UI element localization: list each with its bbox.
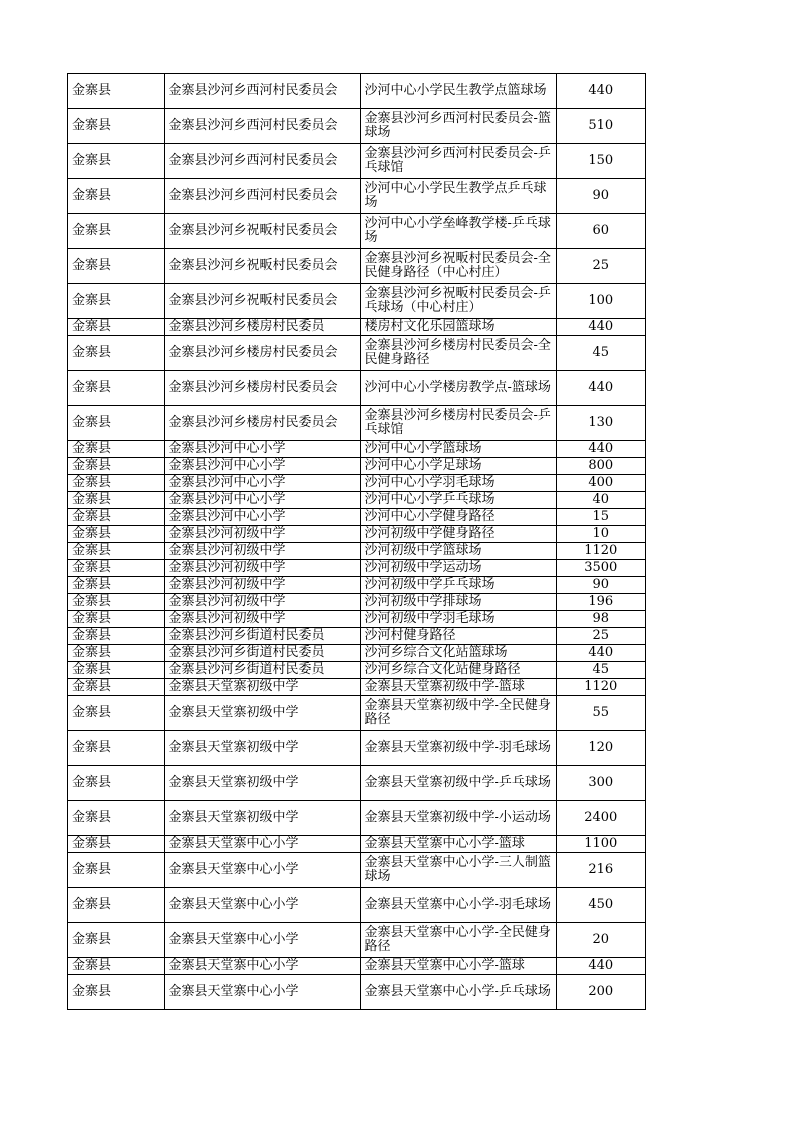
- table-row: [68, 766, 646, 801]
- area-cell: 15: [556, 509, 645, 526]
- organization-cell: 金寨县沙河初级中学: [164, 543, 360, 560]
- area-cell: 98: [556, 611, 645, 628]
- table-row: [68, 645, 646, 662]
- facility-name-cell: 沙河初级中学篮球场: [360, 543, 556, 560]
- table-row: [68, 441, 646, 458]
- area-cell: 55: [556, 696, 645, 731]
- facility-name-cell: 金寨县天堂寨中心小学-三人制篮球场: [360, 853, 556, 888]
- facility-name-cell: 金寨县天堂寨中心小学-篮球: [360, 836, 556, 853]
- facility-table: [67, 73, 646, 1010]
- table-row: [68, 696, 646, 731]
- organization-cell: 金寨县沙河乡西河村民委员会: [164, 144, 360, 179]
- table-row: [68, 284, 646, 319]
- area-cell: 440: [556, 645, 645, 662]
- area-cell: 200: [556, 975, 645, 1010]
- organization-cell: 金寨县天堂寨中心小学: [164, 853, 360, 888]
- table-row: [68, 577, 646, 594]
- facility-table-body: [68, 74, 646, 1010]
- table-row: [68, 109, 646, 144]
- table-row: [68, 560, 646, 577]
- county-cell: 金寨县: [68, 662, 165, 679]
- organization-cell: 金寨县沙河乡祝畈村民委员会: [164, 214, 360, 249]
- county-cell: 金寨县: [68, 801, 165, 836]
- county-cell: 金寨县: [68, 560, 165, 577]
- table-row: [68, 958, 646, 975]
- area-cell: 25: [556, 249, 645, 284]
- facility-name-cell: 沙河中心小学篮球场: [360, 441, 556, 458]
- county-cell: 金寨县: [68, 543, 165, 560]
- area-cell: 150: [556, 144, 645, 179]
- county-cell: 金寨县: [68, 509, 165, 526]
- facility-name-cell: 金寨县天堂寨中心小学-全民健身路径: [360, 923, 556, 958]
- organization-cell: 金寨县沙河初级中学: [164, 577, 360, 594]
- county-cell: 金寨县: [68, 492, 165, 509]
- facility-name-cell: 沙河乡综合文化站健身路径: [360, 662, 556, 679]
- area-cell: 440: [556, 441, 645, 458]
- organization-cell: 金寨县沙河乡西河村民委员会: [164, 74, 360, 109]
- area-cell: 45: [556, 336, 645, 371]
- county-cell: 金寨县: [68, 975, 165, 1010]
- facility-name-cell: 楼房村文化乐园篮球场: [360, 319, 556, 336]
- organization-cell: 金寨县天堂寨中心小学: [164, 923, 360, 958]
- table-row: [68, 801, 646, 836]
- table-row: [68, 406, 646, 441]
- facility-name-cell: 金寨县沙河乡祝畈村民委员会-乒乓球场（中心村庄）: [360, 284, 556, 319]
- area-cell: 440: [556, 958, 645, 975]
- table-row: [68, 336, 646, 371]
- table-row: [68, 853, 646, 888]
- area-cell: 1100: [556, 836, 645, 853]
- organization-cell: 金寨县沙河中心小学: [164, 509, 360, 526]
- organization-cell: 金寨县沙河乡西河村民委员会: [164, 179, 360, 214]
- area-cell: 440: [556, 74, 645, 109]
- area-cell: 1120: [556, 679, 645, 696]
- county-cell: 金寨县: [68, 284, 165, 319]
- county-cell: 金寨县: [68, 249, 165, 284]
- area-cell: 3500: [556, 560, 645, 577]
- organization-cell: 金寨县沙河乡街道村民委员: [164, 628, 360, 645]
- organization-cell: 金寨县天堂寨初级中学: [164, 766, 360, 801]
- organization-cell: 金寨县天堂寨中心小学: [164, 975, 360, 1010]
- organization-cell: 金寨县沙河初级中学: [164, 611, 360, 628]
- organization-cell: 金寨县沙河乡楼房村民委员会: [164, 336, 360, 371]
- table-row: [68, 179, 646, 214]
- table-row: [68, 509, 646, 526]
- facility-name-cell: 沙河乡综合文化站篮球场: [360, 645, 556, 662]
- area-cell: 196: [556, 594, 645, 611]
- facility-name-cell: 沙河中心小学垒峰教学楼-乒乓球场: [360, 214, 556, 249]
- table-row: [68, 458, 646, 475]
- area-cell: 90: [556, 179, 645, 214]
- organization-cell: 金寨县沙河初级中学: [164, 594, 360, 611]
- area-cell: 120: [556, 731, 645, 766]
- organization-cell: 金寨县沙河乡楼房村民委员会: [164, 406, 360, 441]
- county-cell: 金寨县: [68, 853, 165, 888]
- facility-name-cell: 金寨县沙河乡西河村民委员会-乒乓球馆: [360, 144, 556, 179]
- organization-cell: 金寨县沙河乡街道村民委员: [164, 645, 360, 662]
- facility-name-cell: 金寨县沙河乡楼房村民委员会-乒乓球馆: [360, 406, 556, 441]
- organization-cell: 金寨县沙河中心小学: [164, 458, 360, 475]
- table-row: [68, 492, 646, 509]
- area-cell: 440: [556, 319, 645, 336]
- facility-name-cell: 金寨县天堂寨中心小学-羽毛球场: [360, 888, 556, 923]
- facility-name-cell: 沙河中心小学羽毛球场: [360, 475, 556, 492]
- organization-cell: 金寨县天堂寨中心小学: [164, 958, 360, 975]
- area-cell: 130: [556, 406, 645, 441]
- facility-name-cell: 金寨县天堂寨初级中学-乒乓球场: [360, 766, 556, 801]
- county-cell: 金寨县: [68, 628, 165, 645]
- area-cell: 440: [556, 371, 645, 406]
- county-cell: 金寨县: [68, 371, 165, 406]
- facility-name-cell: 金寨县天堂寨初级中学-小运动场: [360, 801, 556, 836]
- facility-name-cell: 金寨县天堂寨中心小学-篮球: [360, 958, 556, 975]
- facility-name-cell: 沙河初级中学运动场: [360, 560, 556, 577]
- area-cell: 10: [556, 526, 645, 543]
- county-cell: 金寨县: [68, 731, 165, 766]
- county-cell: 金寨县: [68, 475, 165, 492]
- county-cell: 金寨县: [68, 336, 165, 371]
- facility-name-cell: 金寨县沙河乡楼房村民委员会-全民健身路径: [360, 336, 556, 371]
- organization-cell: 金寨县沙河初级中学: [164, 526, 360, 543]
- county-cell: 金寨县: [68, 696, 165, 731]
- county-cell: 金寨县: [68, 458, 165, 475]
- area-cell: 45: [556, 662, 645, 679]
- facility-name-cell: 沙河初级中学羽毛球场: [360, 611, 556, 628]
- county-cell: 金寨县: [68, 611, 165, 628]
- county-cell: 金寨县: [68, 179, 165, 214]
- table-row: [68, 214, 646, 249]
- organization-cell: 金寨县沙河初级中学: [164, 560, 360, 577]
- county-cell: 金寨县: [68, 109, 165, 144]
- organization-cell: 金寨县沙河乡祝畈村民委员会: [164, 284, 360, 319]
- county-cell: 金寨县: [68, 679, 165, 696]
- area-cell: 2400: [556, 801, 645, 836]
- table-row: [68, 74, 646, 109]
- county-cell: 金寨县: [68, 74, 165, 109]
- area-cell: 40: [556, 492, 645, 509]
- table-row: [68, 543, 646, 560]
- table-row: [68, 371, 646, 406]
- area-cell: 90: [556, 577, 645, 594]
- county-cell: 金寨县: [68, 958, 165, 975]
- area-cell: 1120: [556, 543, 645, 560]
- county-cell: 金寨县: [68, 406, 165, 441]
- table-row: [68, 526, 646, 543]
- table-row: [68, 249, 646, 284]
- county-cell: 金寨县: [68, 766, 165, 801]
- organization-cell: 金寨县沙河乡西河村民委员会: [164, 109, 360, 144]
- county-cell: 金寨县: [68, 888, 165, 923]
- area-cell: 300: [556, 766, 645, 801]
- organization-cell: 金寨县天堂寨初级中学: [164, 679, 360, 696]
- table-row: [68, 628, 646, 645]
- county-cell: 金寨县: [68, 645, 165, 662]
- organization-cell: 金寨县天堂寨初级中学: [164, 696, 360, 731]
- county-cell: 金寨县: [68, 594, 165, 611]
- table-row: [68, 836, 646, 853]
- facility-name-cell: 沙河初级中学乒乓球场: [360, 577, 556, 594]
- county-cell: 金寨县: [68, 923, 165, 958]
- facility-name-cell: 金寨县天堂寨中心小学-乒乓球场: [360, 975, 556, 1010]
- area-cell: 25: [556, 628, 645, 645]
- organization-cell: 金寨县天堂寨初级中学: [164, 801, 360, 836]
- area-cell: 100: [556, 284, 645, 319]
- organization-cell: 金寨县天堂寨中心小学: [164, 836, 360, 853]
- facility-name-cell: 沙河中心小学健身路径: [360, 509, 556, 526]
- facility-name-cell: 金寨县天堂寨初级中学-篮球: [360, 679, 556, 696]
- area-cell: 450: [556, 888, 645, 923]
- organization-cell: 金寨县天堂寨中心小学: [164, 888, 360, 923]
- organization-cell: 金寨县沙河乡楼房村民委员会: [164, 371, 360, 406]
- table-row: [68, 679, 646, 696]
- table-row: [68, 594, 646, 611]
- table-row: [68, 319, 646, 336]
- organization-cell: 金寨县天堂寨初级中学: [164, 731, 360, 766]
- table-row: [68, 923, 646, 958]
- table-row: [68, 975, 646, 1010]
- table-row: [68, 662, 646, 679]
- facility-name-cell: 沙河中心小学民生教学点篮球场: [360, 74, 556, 109]
- organization-cell: 金寨县沙河乡街道村民委员: [164, 662, 360, 679]
- facility-name-cell: 金寨县天堂寨初级中学-全民健身路径: [360, 696, 556, 731]
- county-cell: 金寨县: [68, 319, 165, 336]
- area-cell: 216: [556, 853, 645, 888]
- facility-name-cell: 沙河村健身路径: [360, 628, 556, 645]
- area-cell: 60: [556, 214, 645, 249]
- county-cell: 金寨县: [68, 526, 165, 543]
- facility-name-cell: 沙河中心小学乒乓球场: [360, 492, 556, 509]
- table-row: [68, 888, 646, 923]
- area-cell: 400: [556, 475, 645, 492]
- organization-cell: 金寨县沙河中心小学: [164, 492, 360, 509]
- county-cell: 金寨县: [68, 441, 165, 458]
- county-cell: 金寨县: [68, 577, 165, 594]
- organization-cell: 金寨县沙河乡祝畈村民委员会: [164, 249, 360, 284]
- area-cell: 510: [556, 109, 645, 144]
- organization-cell: 金寨县沙河乡楼房村民委员: [164, 319, 360, 336]
- facility-name-cell: 沙河中心小学足球场: [360, 458, 556, 475]
- facility-name-cell: 沙河初级中学健身路径: [360, 526, 556, 543]
- table-row: [68, 731, 646, 766]
- organization-cell: 金寨县沙河中心小学: [164, 475, 360, 492]
- facility-name-cell: 金寨县沙河乡祝畈村民委员会-全民健身路径（中心村庄）: [360, 249, 556, 284]
- facility-name-cell: 沙河初级中学排球场: [360, 594, 556, 611]
- area-cell: 20: [556, 923, 645, 958]
- table-row: [68, 475, 646, 492]
- facility-name-cell: 金寨县天堂寨初级中学-羽毛球场: [360, 731, 556, 766]
- county-cell: 金寨县: [68, 214, 165, 249]
- county-cell: 金寨县: [68, 836, 165, 853]
- organization-cell: 金寨县沙河中心小学: [164, 441, 360, 458]
- table-row: [68, 611, 646, 628]
- facility-name-cell: 沙河中心小学楼房教学点-篮球场: [360, 371, 556, 406]
- county-cell: 金寨县: [68, 144, 165, 179]
- area-cell: 800: [556, 458, 645, 475]
- facility-name-cell: 沙河中心小学民生教学点乒乓球场: [360, 179, 556, 214]
- table-row: [68, 144, 646, 179]
- facility-name-cell: 金寨县沙河乡西河村民委员会-篮球场: [360, 109, 556, 144]
